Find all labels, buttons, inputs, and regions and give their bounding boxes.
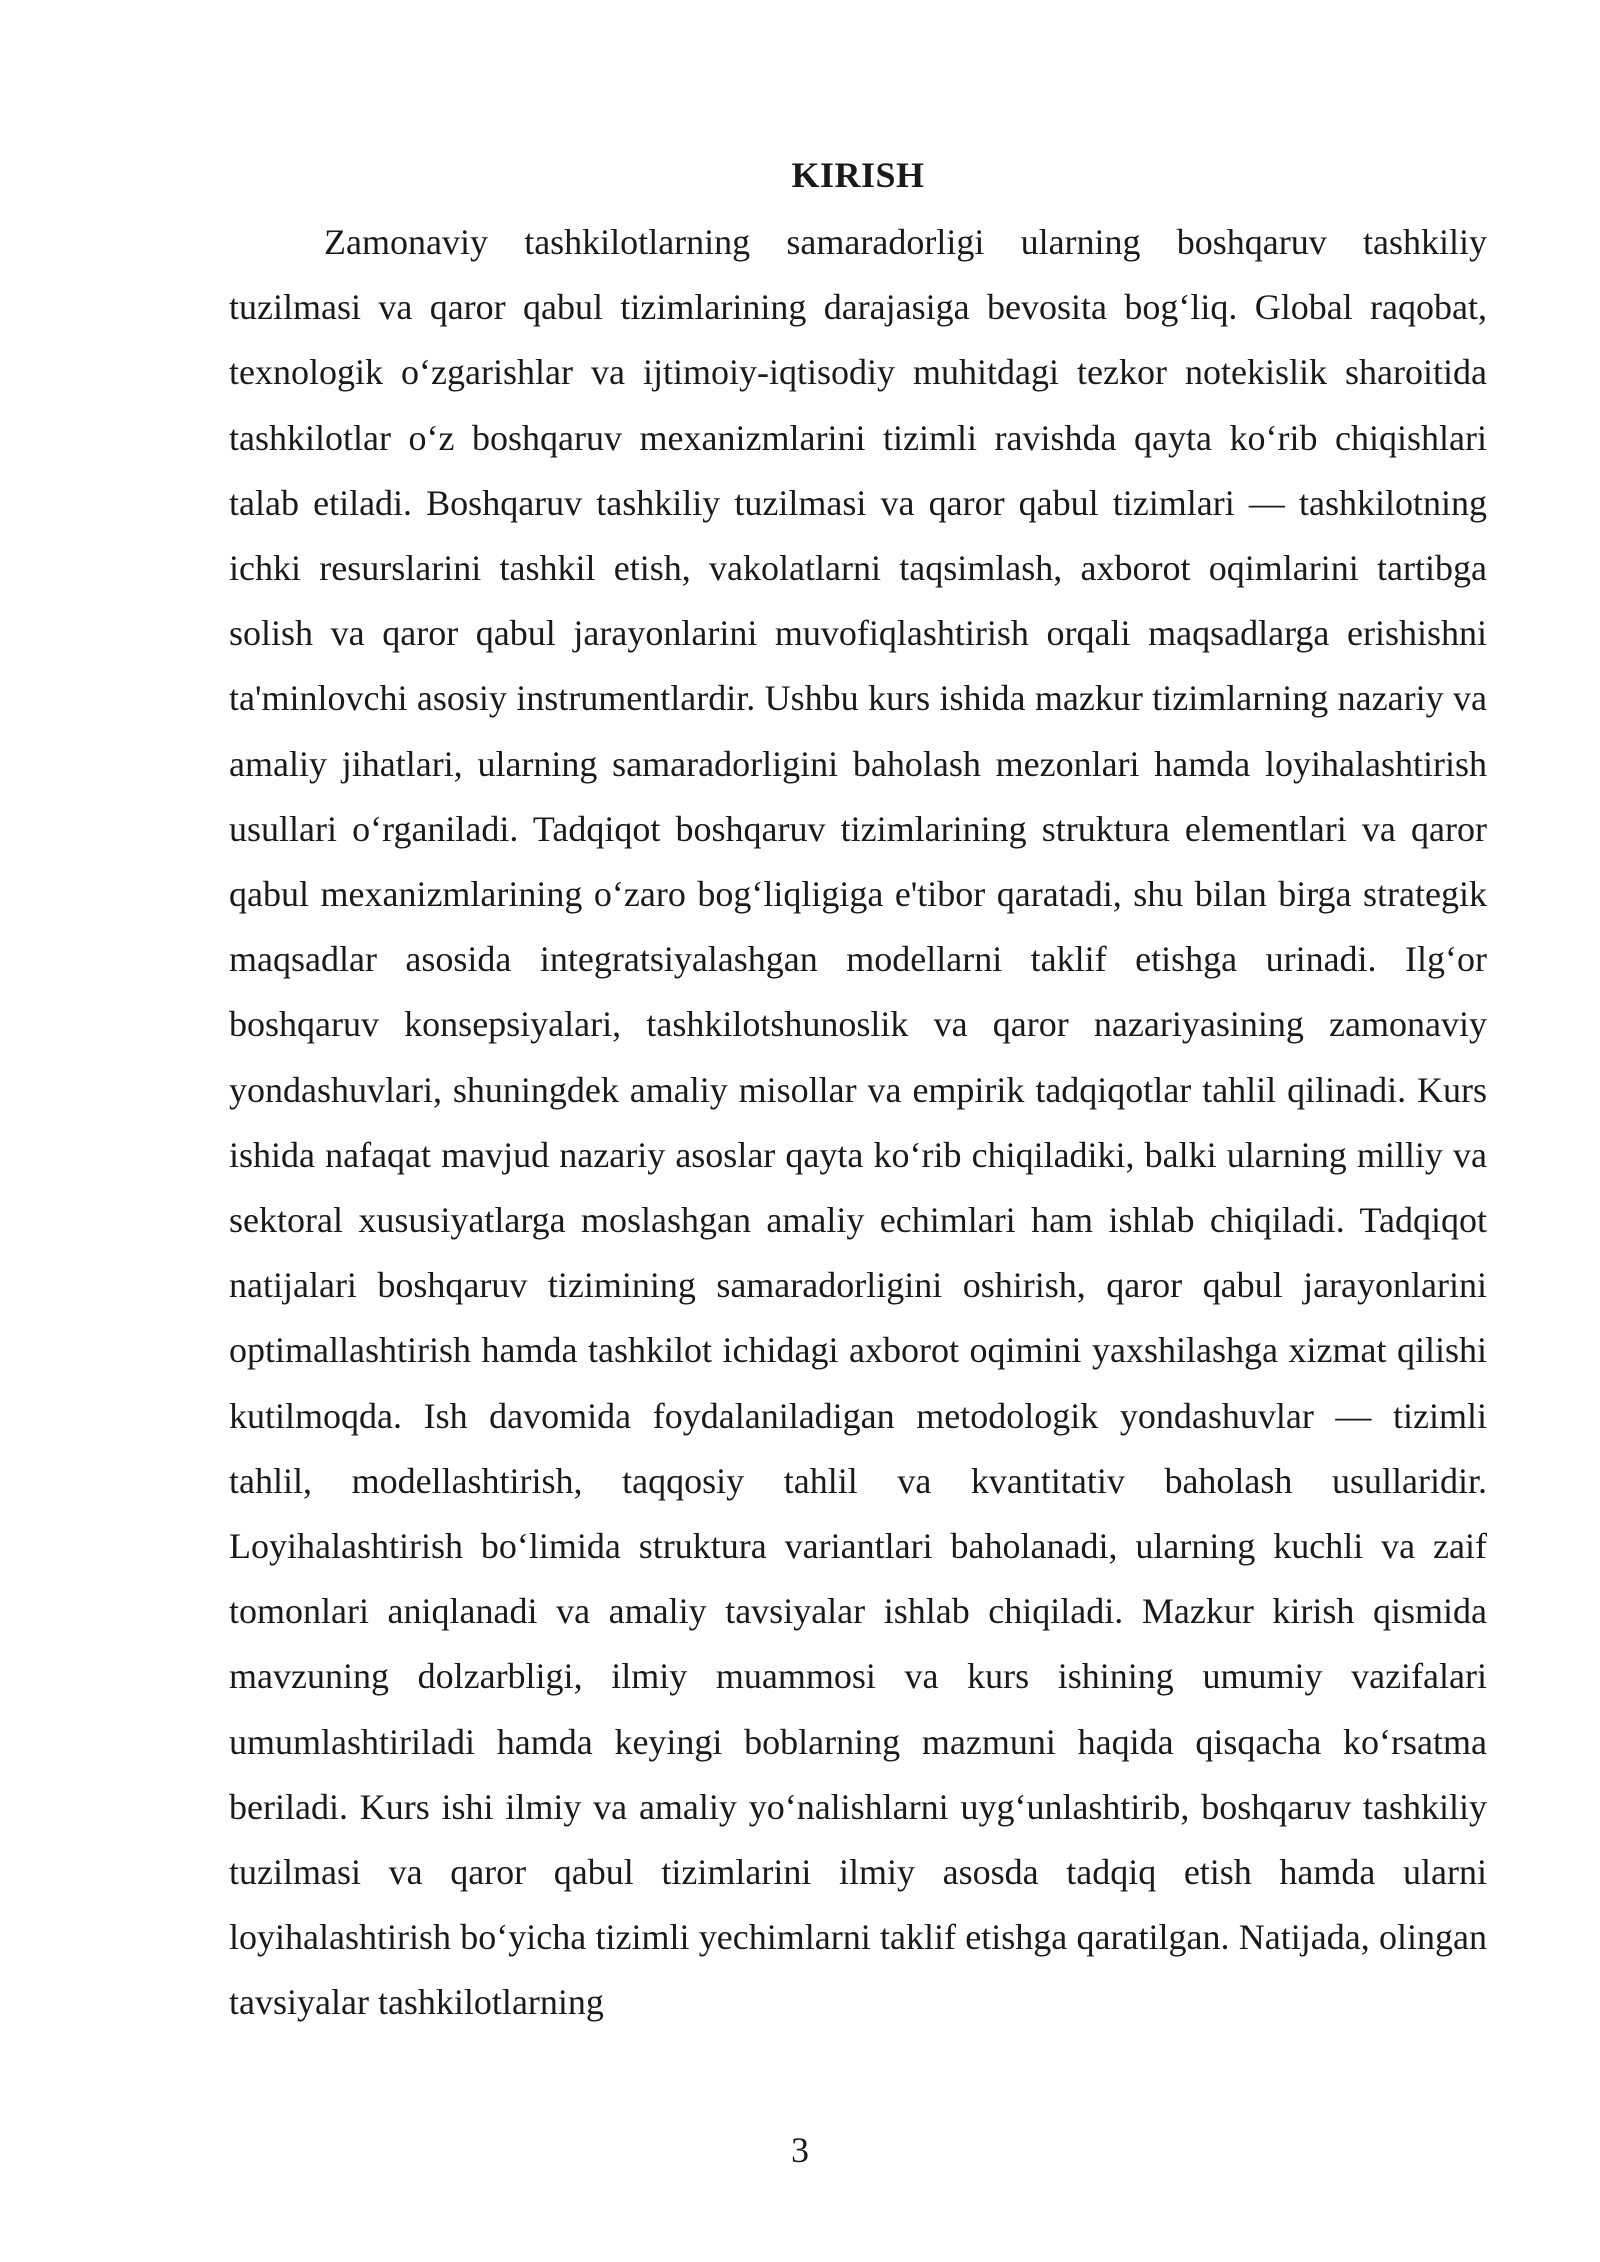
body-paragraph: Zamonaviy tashkilotlarning samaradorligi ularning boshqaruv tashkiliy tuzilmasi va qaror qabul tizimlarining darajasiga bevosita bog‘liq. Global raqobat, texnologik o‘zgarishlar va ijtimoiy-iqtisodiy muhitdagi tezkor notekislik sharoitida tashkilotlar o‘z boshqaruv mexanizmlarini tizimli ravishda qayta ko‘rib chiqishlari talab etiladi. Boshqaruv tashkiliy tuzilmasi va qaror qabul tizimlari — tashkilotning ichki resurslarini tashkil etish, vakolatlarni taqsimlash, axborot oqimlarini tartibga solish va qaror qabul jarayonlarini muvofiqlashtirish orqali maqsadlarga erishishni ta'minlovchi asosiy instrumentlardir. Ushbu kurs ishida mazkur tizimlarning nazariy va amaliy jihatlari, ularning samaradorligini baholash mezonlari hamda loyihalashtirish usullari o‘rganiladi. Tadqiqot boshqaruv tizimlarining struktura elementlari va qaror qabul mexanizmlarining o‘zaro bog‘liqligiga e'tibor qaratadi, shu bilan birga strategik maqsadlar asosida integratsiyalashgan modellarni taklif etishga urinadi. Ilg‘or boshqaruv konsepsiyalari, tashkilotshunoslik va qaror nazariyasining zamonaviy yondashuvlari, shuningdek amaliy misollar va empirik tadqiqotlar tahlil qilinadi. Kurs ishida nafaqat mavjud nazariy asoslar qayta ko‘rib chiqiladiki, balki ularning milliy va sektoral xususiyatlarga moslashgan amaliy echimlari ham ishlab chiqiladi. Tadqiqot natijalari boshqaruv tizimining samaradorligini oshirish, qaror qabul jarayonlarini optimallashtirish hamda tashkilot ichidagi axborot oqimini yaxshilashga xizmat qilishi kutilmoqda. Ish davomida foydalaniladigan metodologik yondashuvlar — tizimli tahlil, modellashtirish, taqqosiy tahlil va kvantitativ baholash usullaridir. Loyihalashtirish bo‘limida struktura variantlari baholanadi, ularning kuchli va zaif tomonlari aniqlanadi va amaliy tavsiyalar ishlab chiqiladi. Mazkur kirish qismida mavzuning dolzarbligi, ilmiy muammosi va kurs ishining umumiy vazifalari umumlashtiriladi hamda keyingi boblarning mazmuni haqida qisqacha ko‘rsatma beriladi. Kurs ishi ilmiy va amaliy yo‘nalishlarni uyg‘unlashtirib, boshqaruv tashkiliy tuzilmasi va qaror qabul tizimlarini ilmiy asosda tadqiq etish hamda ularni loyihalashtirish bo‘yicha tizimli yechimlarni taklif etishga qaratilgan. Natijada, olingan tavsiyalar tashkilotlarning bbox=[229, 222, 1487, 2023]
page-content bbox=[229, 150, 1487, 2036]
page-number: 3 bbox=[791, 2130, 809, 2170]
section-heading: KIRISH bbox=[791, 155, 925, 195]
